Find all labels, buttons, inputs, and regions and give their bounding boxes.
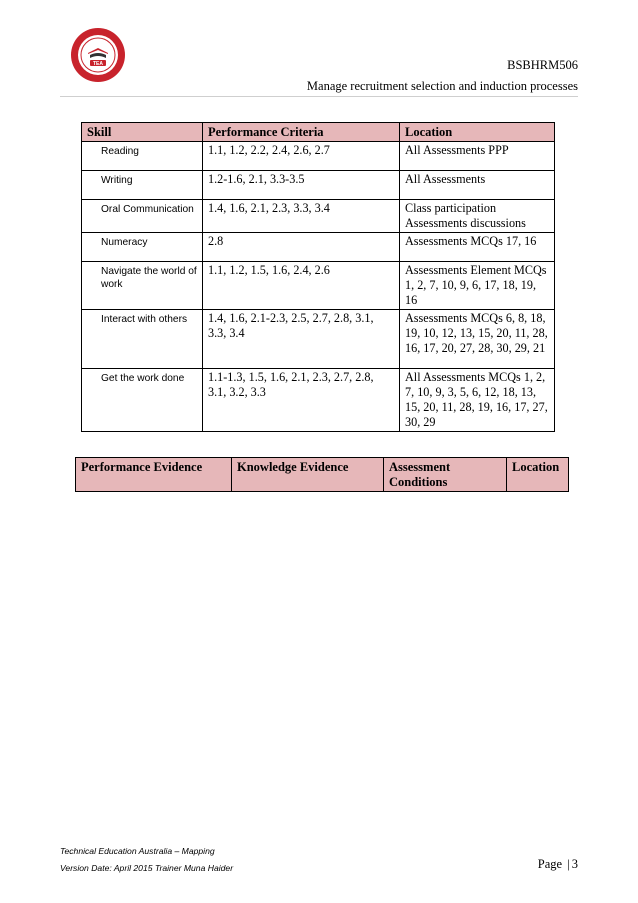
location-cell: Assessments MCQs 6, 8, 18, 19, 10, 12, 13, 15, 20, 11, 28, 16, 17, 20, 27, 28, 30, 29, 21 [400,310,555,369]
header-location: Location [507,458,569,492]
table-row [82,310,555,369]
criteria-cell: 1.1, 1.2, 1.5, 1.6, 2.4, 2.6 [203,262,400,310]
location-cell: All Assessments [400,171,555,200]
table-header-row [76,458,569,492]
table-row [82,369,555,432]
page-label: Page [537,857,563,871]
skill-cell: Numeracy [82,233,203,262]
page-number-value: 3 [571,857,578,871]
location-cell: Assessments MCQs 17, 16 [400,233,555,262]
criteria-cell: 1.4, 1.6, 2.1-2.3, 2.5, 2.7, 2.8, 3.1, 3.3, 3.4 [203,310,400,369]
skill-cell: Interact with others [82,310,203,369]
evidence-table [75,457,569,492]
table-row [82,200,555,233]
criteria-cell: 1.1, 1.2, 2.2, 2.4, 2.6, 2.7 [203,142,400,171]
criteria-cell: 1.2-1.6, 2.1, 3.3-3.5 [203,171,400,200]
location-cell: Class participation Assessments discussions [400,200,555,233]
location-cell: All Assessments PPP [400,142,555,171]
table-row [82,262,555,310]
header-performance-criteria: Performance Criteria [203,123,400,142]
criteria-cell: 1.1-1.3, 1.5, 1.6, 2.1, 2.3, 2.7, 2.8, 3.1, 3.2, 3.3 [203,369,400,432]
table-row [82,142,555,171]
header-divider [60,96,578,97]
skill-cell: Reading [82,142,203,171]
header-performance-evidence: Performance Evidence [76,458,232,492]
skill-cell: Get the work done [82,369,203,432]
criteria-cell: 1.4, 1.6, 2.1, 2.3, 3.3, 3.4 [203,200,400,233]
skill-cell: Writing [82,171,203,200]
location-cell: All Assessments MCQs 1, 2, 7, 10, 9, 3, 5, 6, 12, 18, 13, 15, 20, 11, 28, 19, 16, 17, 27, 30, 29 [400,369,555,432]
criteria-cell: 2.8 [203,233,400,262]
footer-version-line: Version Date: April 2015 Trainer Muna Haider [60,863,234,873]
header-location: Location [400,123,555,142]
skills-mapping-table [81,122,555,432]
tea-logo-icon [70,27,126,83]
table-row [82,171,555,200]
unit-title: Manage recruitment selection and induction processes [306,79,578,93]
table-header-row [82,123,555,142]
header-knowledge-evidence: Knowledge Evidence [232,458,384,492]
header-skill: Skill [82,123,203,142]
skill-cell: Oral Communication [82,200,203,233]
unit-code: BSBHRM506 [507,58,578,72]
table-row [82,233,555,262]
page-separator: | [567,857,570,871]
header-assessment-conditions: Assessment Conditions [384,458,507,492]
logo-text: TEA [93,61,103,67]
footer-org-line: Technical Education Australia – Mapping [60,846,215,856]
skill-cell: Navigate the world of work [82,262,203,310]
location-cell: Assessments Element MCQs 1, 2, 7, 10, 9, 6, 17, 18, 19, 16 [400,262,555,310]
page-number [538,857,578,872]
